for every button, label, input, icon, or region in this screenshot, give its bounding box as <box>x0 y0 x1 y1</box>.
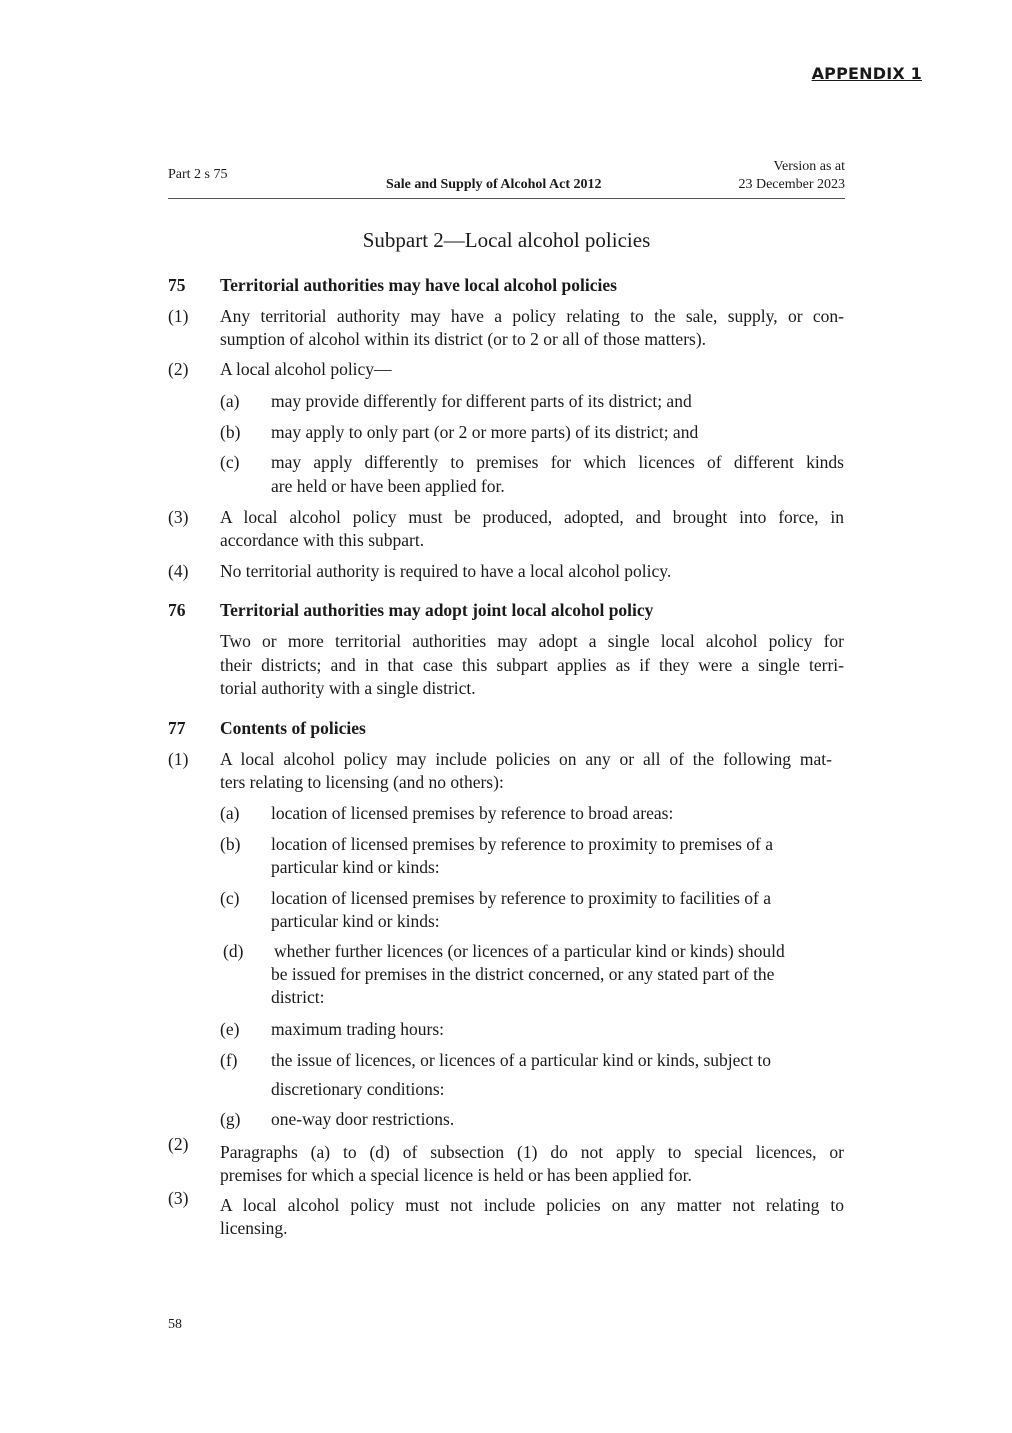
subsection-label: (3) <box>168 1188 189 1208</box>
version-label: Version as at <box>773 159 845 174</box>
section-text-line: torial authority with a single district. <box>220 678 476 698</box>
paragraph-label: (c) <box>220 452 240 472</box>
paragraph-text-line: particular kind or kinds: <box>271 857 440 877</box>
appendix-label: APPENDIX 1 <box>811 64 922 83</box>
paragraph-text-line: may apply to only part (or 2 or more parts) of its district; and <box>271 422 699 442</box>
section-heading: Territorial authorities may adopt joint local alcohol policy <box>220 600 654 620</box>
paragraph-text-line: are held or have been applied for. <box>271 476 505 496</box>
running-head-part: Part 2 s 75 <box>168 167 228 182</box>
header-rule <box>168 198 845 199</box>
section-number: 77 <box>168 718 186 738</box>
subsection-text-line: licensing. <box>220 1218 288 1238</box>
running-head-version <box>738 158 845 194</box>
paragraph-text-line: location of licensed premises by reference to proximity to facilities of a <box>271 888 772 908</box>
paragraph-label: (b) <box>220 834 241 854</box>
paragraph-text-line: maximum trading hours: <box>271 1019 445 1039</box>
subsection-label: (1) <box>168 749 189 769</box>
paragraph-text-line: location of licensed premises by reference to proximity to premises of a <box>271 834 773 854</box>
subpart-title: Subpart 2—Local alcohol policies <box>362 228 651 252</box>
paragraph-label: (c) <box>220 888 240 908</box>
paragraph-text-line: be issued for premises in the district concerned, or any stated part of the <box>271 964 775 984</box>
paragraph-label: (d) <box>223 941 244 961</box>
paragraph-label: (a) <box>220 803 240 823</box>
paragraph-text-line: whether further licences (or licences of a particular kind or kinds) should <box>274 941 785 961</box>
subsection-text-line: accordance with this subpart. <box>220 530 425 550</box>
subsection-text-line: A local alcohol policy must not include policies on any matter not relating to <box>220 1195 844 1215</box>
subsection-text-line: Any territorial authority may have a policy relating to the sale, supply, or con- <box>220 306 844 326</box>
paragraph-text-line: location of licensed premises by reference to broad areas: <box>271 803 674 823</box>
subsection-text-line: A local alcohol policy— <box>220 359 392 379</box>
paragraph-text-line: district: <box>271 987 325 1007</box>
paragraph-label: (a) <box>220 391 240 411</box>
subsection-text-line: sumption of alcohol within its district (or to 2 or all of those matters). <box>220 329 707 349</box>
subsection-text-line: Paragraphs (a) to (d) of subsection (1) do not apply to special licences, or <box>220 1142 844 1162</box>
paragraph-label: (g) <box>220 1109 241 1129</box>
subsection-label: (3) <box>168 507 189 527</box>
subsection-text-line: A local alcohol policy may include policies on any or all of the following mat- <box>220 749 832 769</box>
subsection-label: (1) <box>168 306 189 326</box>
section-heading: Contents of policies <box>220 718 366 738</box>
section-text-line: Two or more territorial authorities may adopt a single local alcohol policy for <box>220 631 844 651</box>
section-number: 76 <box>168 600 186 620</box>
subsection-text-line: ters relating to licensing (and no others): <box>220 772 504 792</box>
subsection-label: (2) <box>168 1134 189 1154</box>
paragraph-text-line: the issue of licences, or licences of a particular kind or kinds, subject to <box>271 1050 772 1070</box>
subsection-label: (4) <box>168 561 189 581</box>
paragraph-label: (b) <box>220 422 241 442</box>
version-date: 23 December 2023 <box>738 177 845 192</box>
subsection-text-line: premises for which a special licence is held or has been applied for. <box>220 1165 692 1185</box>
subsection-label: (2) <box>168 359 189 379</box>
subsection-text-line: No territorial authority is required to have a local alcohol policy. <box>220 561 672 581</box>
paragraph-label: (e) <box>220 1019 240 1039</box>
paragraph-text-line: discretionary conditions: <box>271 1079 445 1099</box>
paragraph-text-line: one-way door restrictions. <box>271 1109 455 1129</box>
running-head-act-title: Sale and Supply of Alcohol Act 2012 <box>386 177 602 192</box>
subsection-text-line: A local alcohol policy must be produced, adopted, and brought into force, in <box>220 507 844 527</box>
paragraph-text-line: particular kind or kinds: <box>271 911 440 931</box>
paragraph-text-line: may provide differently for different parts of its district; and <box>271 391 692 411</box>
paragraph-text-line: may apply differently to premises for which licences of different kinds <box>271 452 844 472</box>
section-number: 75 <box>168 275 186 295</box>
page-number: 58 <box>168 1317 182 1332</box>
section-heading: Territorial authorities may have local alcohol policies <box>220 275 617 295</box>
paragraph-label: (f) <box>220 1050 238 1070</box>
section-text-line: their districts; and in that case this subpart applies as if they were a single terri- <box>220 655 844 675</box>
